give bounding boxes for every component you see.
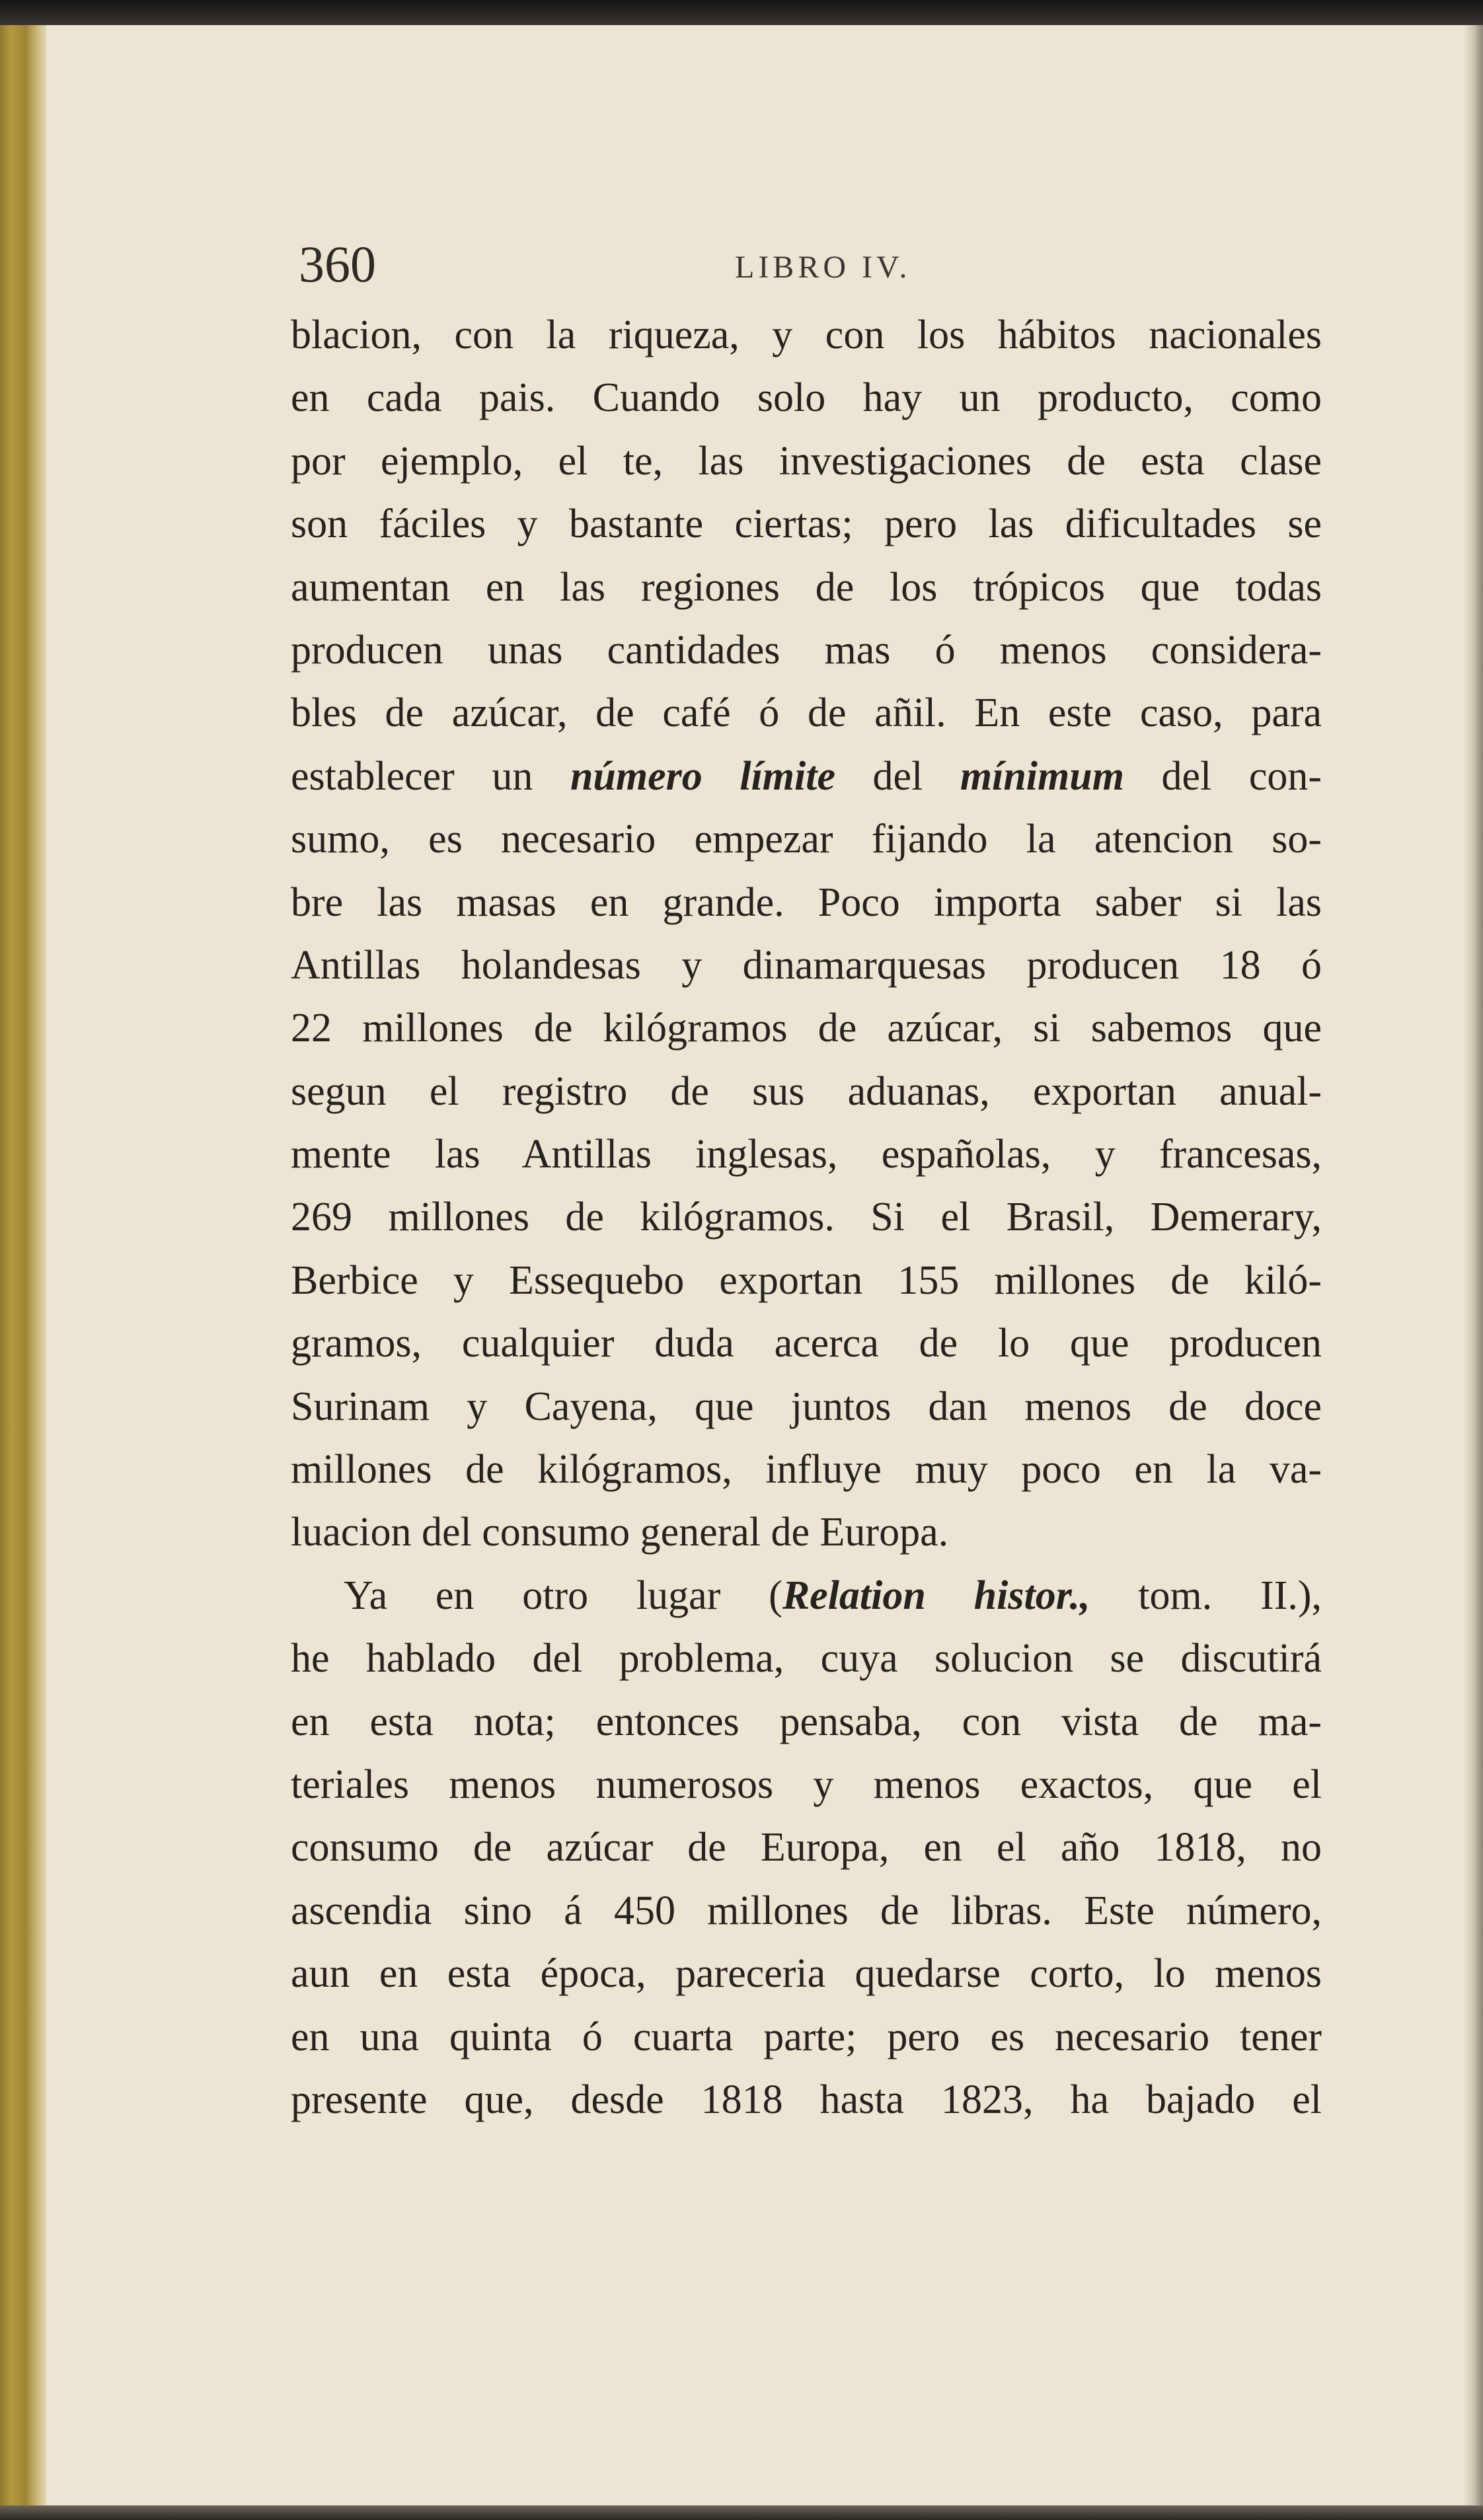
text-line-10: bre las masas en grande. Poco importa saber si las bbox=[291, 879, 1322, 925]
text-line-3: por ejemplo, el te, las investigaciones de esta clase bbox=[291, 438, 1322, 484]
gilt-page-edge bbox=[0, 25, 46, 2505]
text-line-24: teriales menos numerosos y menos exactos, que el bbox=[291, 1761, 1322, 1807]
page-header bbox=[0, 235, 1483, 307]
text-line-17: gramos, cualquier duda acerca de lo que producen bbox=[291, 1321, 1322, 1366]
italic-citation-relation-histor: Relation histor., bbox=[782, 1573, 1090, 1618]
right-page-edge bbox=[1464, 25, 1483, 2505]
text-line-6: producen unas cantidades mas ó menos considera- bbox=[291, 627, 1322, 673]
text-line-20: luacion del consumo general de Europa. bbox=[291, 1510, 949, 1555]
body-text bbox=[291, 304, 1322, 2131]
text-line-16: Berbice y Essequebo exportan 155 millones de kiló- bbox=[291, 1257, 1322, 1303]
text-line-2: en cada pais. Cuando solo hay un producto, como bbox=[291, 375, 1322, 421]
text-line-22: he hablado del problema, cuya solucion se discutirá bbox=[291, 1636, 1322, 1682]
text-line-27: aun en esta época, pareceria quedarse corto, lo menos bbox=[291, 1951, 1322, 1997]
text-line-25: consumo de azúcar de Europa, en el año 1818, no bbox=[291, 1825, 1322, 1871]
text-line-26: ascendia sino á 450 millones de libras. Este número, bbox=[291, 1888, 1322, 1933]
page-number: 360 bbox=[299, 235, 376, 293]
text-line-29: presente que, desde 1818 hasta 1823, ha bajado el bbox=[291, 2077, 1322, 2122]
italic-term-minimum: mínimum bbox=[960, 753, 1124, 799]
text-line-11: Antillas holandesas y dinamarquesas producen 18 ó bbox=[291, 942, 1322, 988]
text-line-9: sumo, es necesario empezar fijando la atencion so- bbox=[291, 817, 1322, 862]
text-line-21: Ya en otro lugar (Relation histor., tom. II.), bbox=[344, 1573, 1322, 1618]
text-line-7: bles de azúcar, de café ó de añil. En este caso, para bbox=[291, 690, 1322, 736]
bottom-edge-shadow bbox=[0, 2505, 1483, 2520]
text-line-19: millones de kilógramos, influye muy poco en la va- bbox=[291, 1447, 1322, 1493]
text-line-28: en una quinta ó cuarta parte; pero es necesario tener bbox=[291, 2014, 1322, 2059]
text-line-18: Surinam y Cayena, que juntos dan menos de doce bbox=[291, 1384, 1322, 1429]
text-line-4: son fáciles y bastante ciertas; pero las dificultades se bbox=[291, 501, 1322, 547]
text-line-1: blacion, con la riqueza, y con los hábitos nacionales bbox=[291, 313, 1322, 357]
top-edge-shadow bbox=[0, 0, 1483, 25]
text-line-14: mente las Antillas inglesas, españolas, y francesas, bbox=[291, 1132, 1322, 1177]
text-line-15: 269 millones de kilógramos. Si el Brasil, Demerary, bbox=[291, 1195, 1322, 1240]
text-line-5: aumentan en las regiones de los trópicos que todas bbox=[291, 564, 1322, 610]
text-line-23: en esta nota; entonces pensaba, con vista de ma- bbox=[291, 1699, 1322, 1744]
text-line-12: 22 millones de kilógramos de azúcar, si sabemos que bbox=[291, 1006, 1322, 1051]
text-line-13: segun el registro de sus aduanas, exportan anual- bbox=[291, 1068, 1322, 1114]
text-line-8: establecer un número límite del mínimum del con- bbox=[291, 753, 1322, 799]
italic-term-numero-limite: número límite bbox=[570, 753, 835, 799]
running-head: LIBRO IV. bbox=[735, 250, 911, 285]
